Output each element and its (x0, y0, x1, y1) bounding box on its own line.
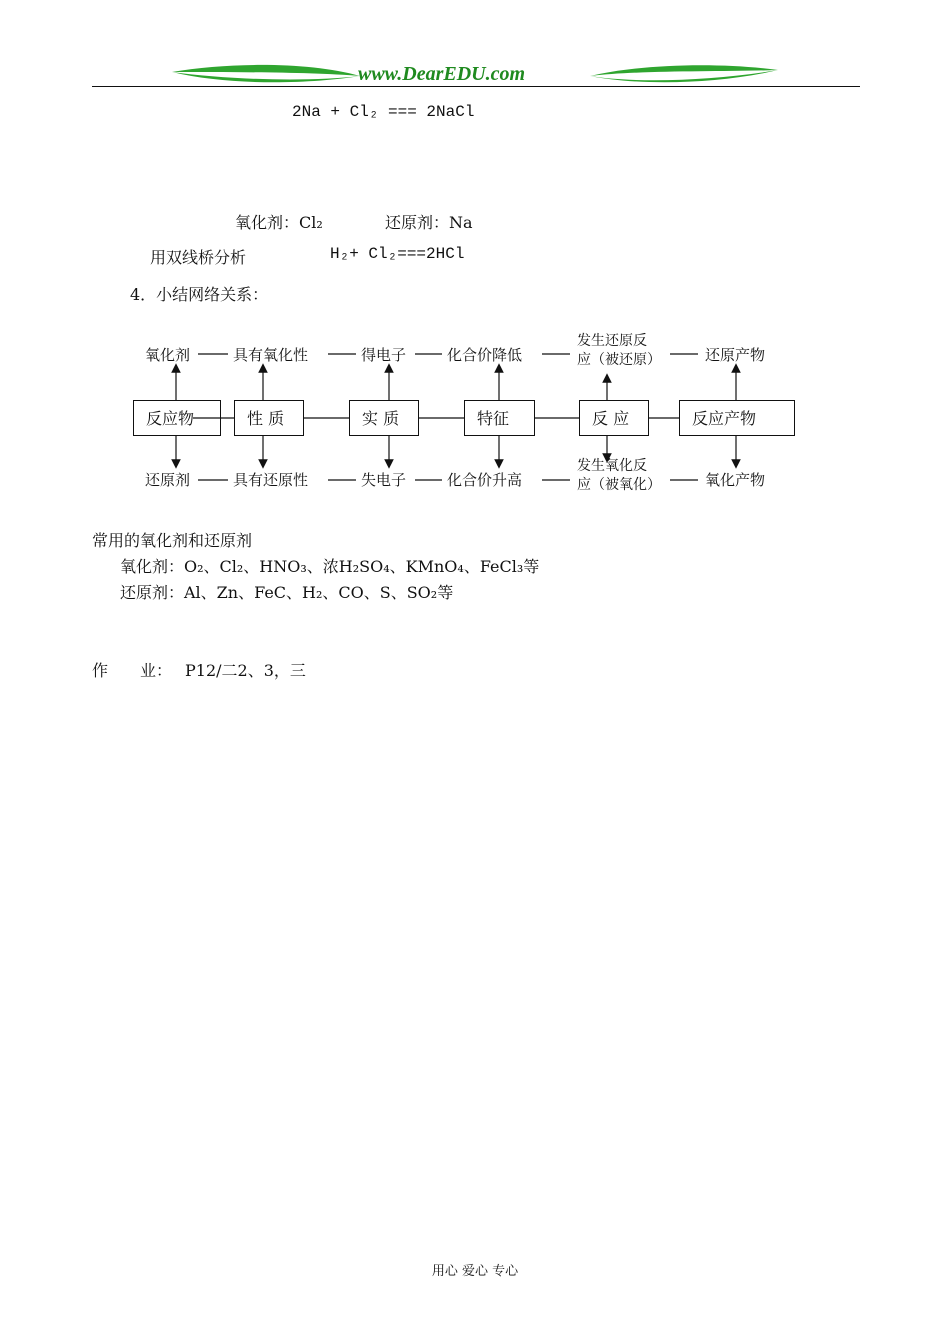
label-oxidation-reaction-2: 应（被氧化） (577, 477, 661, 493)
label-reduction-product: 还原产物 (705, 346, 766, 364)
common-reductants: 还原剂：Al、Zn、FeC、H₂、CO、S、SO₂等 (120, 583, 454, 602)
label-reduction-reaction-1: 发生还原反 (577, 333, 647, 349)
homework-value: P12/二2、3，三 (185, 661, 306, 680)
oxidant-label: 氧化剂：Cl₂ (235, 213, 323, 232)
equation-2: H₂+ Cl₂===2HCl (330, 245, 465, 263)
box-property: 性 质 (234, 400, 304, 436)
section-title: 4．小结网络关系： (130, 285, 269, 304)
equation-1: 2Na + Cl₂ === 2NaCl (292, 103, 475, 121)
label-reductant: 还原剂 (145, 471, 191, 489)
box-reaction: 反 应 (579, 400, 649, 436)
summary-diagram (130, 330, 810, 500)
header-logo-text: www.DearEDU.com (358, 63, 526, 85)
footer-text: 用心 爱心 专心 (431, 1264, 519, 1279)
common-oxidants: 氧化剂：O₂、Cl₂、HNO₃、浓H₂SO₄、KMnO₄、FeCl₃等 (120, 557, 540, 576)
label-gain-electrons: 得电子 (361, 346, 407, 364)
label-oxidation-product: 氧化产物 (705, 471, 766, 489)
label-valence-increase: 化合价升高 (447, 471, 523, 489)
label-oxidizing: 具有氧化性 (233, 346, 309, 364)
common-title: 常用的氧化剂和还原剂 (92, 531, 253, 550)
label-oxidation-reaction-1: 发生氧化反 (577, 458, 647, 474)
analysis-label: 用双线桥分析 (150, 248, 247, 267)
header-divider (92, 86, 860, 87)
homework-label: 作 业： (92, 661, 173, 680)
label-reduction-reaction-2: 应（被还原） (577, 352, 661, 368)
reductant-label: 还原剂：Na (385, 213, 473, 232)
box-product: 反应产物 (679, 400, 795, 436)
label-reducing: 具有还原性 (233, 471, 309, 489)
box-essence: 实 质 (349, 400, 419, 436)
label-valence-decrease: 化合价降低 (447, 346, 523, 364)
label-lose-electrons: 失电子 (361, 471, 407, 489)
label-oxidant: 氧化剂 (145, 346, 191, 364)
box-reactant: 反应物 (133, 400, 221, 436)
box-feature: 特征 (464, 400, 535, 436)
